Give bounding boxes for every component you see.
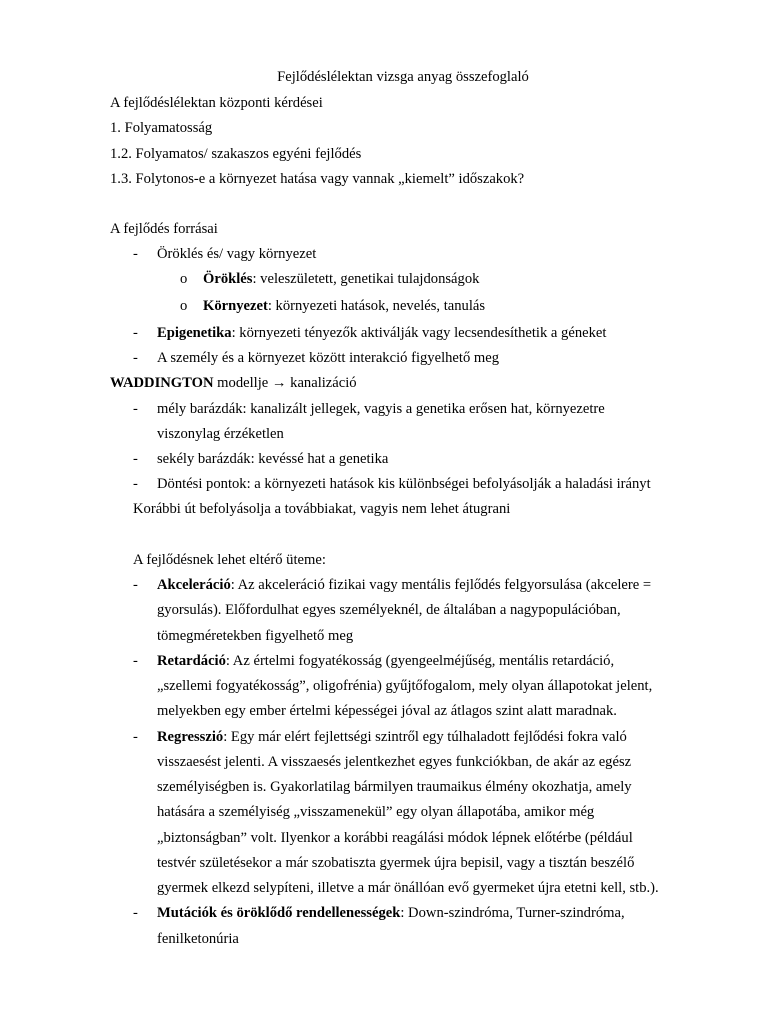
sources-sub-1 <box>203 270 479 288</box>
mut-text: : Down-szindróma, Turner-szindróma, <box>400 905 625 921</box>
regr-text: : Egy már elért fejlettségi szintről egy túlhaladott fejlődési fokra való <box>223 729 627 745</box>
intro-item-2: 1.2. Folyamatos/ szakaszos egyéni fejlődés <box>110 146 362 162</box>
dash-marker: - <box>133 577 138 593</box>
regr-line-7: gyermek elkezd selypíteni, illetve a már önállóan evő gyermeket újra etetni kell, stb.). <box>157 880 659 896</box>
waddington-after: kanalizáció <box>286 375 357 391</box>
waddington-item-3: Döntési pontok: a környezeti hatások kis különbségei befolyásolják a haladási irányt <box>157 476 651 492</box>
term-akceleracio: Akceleráció <box>157 577 231 593</box>
dash-marker: - <box>133 905 138 921</box>
term-orokles: Öröklés <box>203 271 253 287</box>
retard-line-3: melyekben egy ember értelmi képességei jóval az átlagos szint alatt maradnak. <box>157 703 617 719</box>
dash-marker: - <box>133 729 138 745</box>
sub-1-text: : veleszületett, genetikai tulajdonságok <box>252 271 480 287</box>
regr-line-5: „biztonságban” volt. Ilyenkor a korábbi reagálási módok lépnek előtérbe (például <box>157 830 633 846</box>
regr-line-3: személyiségben is. Gyakorlatilag bármilyen traumaikus élmény okozhatja, amely <box>157 779 632 795</box>
regr-line-6: testvér születésekor a már szobatiszta gyermek újra bepisil, vagy a tisztán beszélő <box>157 855 635 871</box>
retard-line-2: „szellemi fogyatékosság”, oligofrénia) gyűjtőfogalom, mely olyan állapotokat jelent, <box>157 678 653 694</box>
accel-line-3: tömegméretekben figyelhető meg <box>157 628 354 644</box>
dash-marker: - <box>133 653 138 669</box>
intro-item-1: 1. Folyamatosság <box>110 120 213 136</box>
term-waddington: WADDINGTON <box>110 375 214 391</box>
waddington-note: Korábbi út befolyásolja a továbbiakat, vagyis nem lehet átugrani <box>133 501 511 517</box>
circle-marker: o <box>180 271 188 287</box>
dash-marker: - <box>133 325 138 341</box>
circle-marker: o <box>180 298 188 314</box>
intro-item-3: 1.3. Folytonos-e a környezet hatása vagy vannak „kiemelt” időszakok? <box>110 171 525 187</box>
waddington-item-1-line-2: viszonylag érzéketlen <box>157 426 284 442</box>
waddington-heading <box>110 374 357 392</box>
item-2-text: : környezeti tényezők aktiválják vagy lecsendesíthetik a géneket <box>231 325 607 341</box>
dash-marker: - <box>133 401 138 417</box>
dash-marker: - <box>133 246 138 262</box>
dash-marker: - <box>133 476 138 492</box>
sources-item-1: Öröklés és/ vagy környezet <box>157 246 317 262</box>
accel-text: : Az akceleráció fizikai vagy mentális fejlődés felgyorsulása (akcelere = <box>230 577 652 593</box>
sub-2-text: : környezeti hatások, nevelés, tanulás <box>267 298 486 314</box>
term-retardacio: Retardáció <box>157 653 226 669</box>
waddington-item-2: sekély barázdák: kevéssé hat a genetika <box>157 451 389 467</box>
regr-line-2: visszaesést jelenti. A visszaesés jelentkezhet egyes funkciókban, de akár az egész <box>157 754 632 770</box>
dash-marker: - <box>133 350 138 366</box>
regr-line-4: hatására a személyiség „visszamenekül” egy olyan állapotába, amikor még <box>157 804 595 820</box>
regr-line-1 <box>157 728 627 746</box>
sources-item-3: A személy és a környezet között interakció figyelhető meg <box>157 350 500 366</box>
mut-line-2: fenilketonúria <box>157 931 239 947</box>
mut-line-1 <box>157 904 625 922</box>
document-title: Fejlődéslélektan vizsga anyag összefoglaló <box>277 69 529 85</box>
pace-heading: A fejlődésnek lehet eltérő üteme: <box>133 552 326 568</box>
term-kornyezet: Környezet <box>203 298 268 314</box>
sources-sub-2 <box>203 297 485 315</box>
sources-heading: A fejlődés forrásai <box>110 221 218 237</box>
term-epigenetika: Epigenetika <box>157 325 232 341</box>
intro-heading: A fejlődéslélektan központi kérdései <box>110 95 323 111</box>
waddington-text: modellje <box>213 375 272 391</box>
dash-marker: - <box>133 451 138 467</box>
waddington-item-1-line-1: mély barázdák: kanalizált jellegek, vagyis a genetika erősen hat, környezetre <box>157 401 605 417</box>
term-regresszio: Regresszió <box>157 729 224 745</box>
sources-item-2 <box>157 324 606 342</box>
retard-line-1 <box>157 652 614 670</box>
term-mutaciok: Mutációk és öröklődő rendellenességek <box>157 905 401 921</box>
accel-line-1 <box>157 576 651 594</box>
retard-text: : Az értelmi fogyatékosság (gyengeelméjűség, mentális retardáció, <box>225 653 615 669</box>
arrow-right-icon: → <box>271 375 287 391</box>
accel-line-2: gyorsulás). Előfordulhat egyes személyeknél, de általában a nagypopulációban, <box>157 602 621 618</box>
